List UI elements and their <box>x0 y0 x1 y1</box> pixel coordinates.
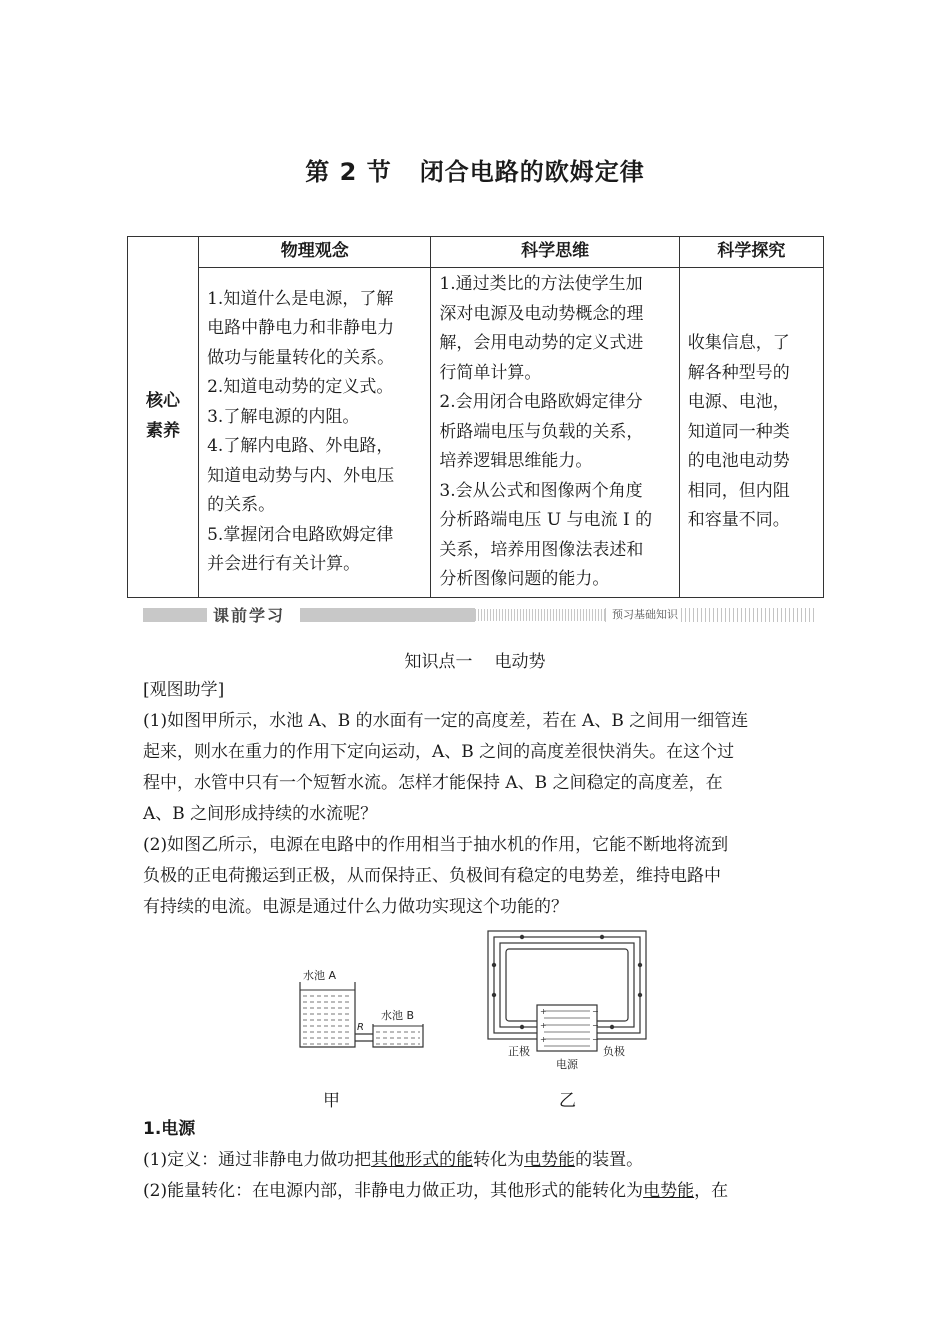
cell-scientific-inquiry: 收集信息，了 解各种型号的 电源、电池， 知道同一种类 的电池电动势 相同，但内阻 和容量不同。 <box>679 268 823 598</box>
svg-text:+: + <box>540 1035 547 1044</box>
section-heading: 1.电源 <box>143 1119 196 1139</box>
figure-water-pools <box>295 962 435 1054</box>
label-positive-pole: 正极 <box>508 1045 530 1058</box>
core-literacy-table <box>127 236 824 598</box>
knowledge-point-heading: 知识点一 电动势 <box>404 652 546 672</box>
svg-text:−: − <box>592 1007 599 1016</box>
section-number: 第 2 节 <box>305 158 392 186</box>
label-pipe-r: R <box>357 1022 364 1033</box>
table-header-row <box>128 237 824 268</box>
page-title <box>0 152 950 187</box>
caption-figure-b: 乙 <box>559 1091 576 1111</box>
section-power-source <box>143 1114 815 1207</box>
label-negative-pole: 负极 <box>603 1045 625 1058</box>
header-scientific-thinking: 科学思维 <box>431 237 679 268</box>
svg-text:+: + <box>540 1021 547 1030</box>
energy-conversion-line: (2)能量转化：在电源内部，非静电力做正功，其他形式的能转化为电势能，在 <box>143 1181 729 1201</box>
svg-text:−: − <box>592 1021 599 1030</box>
banner-bar-fade <box>475 609 605 621</box>
banner-label: 课前学习 <box>213 606 286 625</box>
definition-line: (1)定义：通过非静电力做功把其他形式的能转化为电势能的装置。 <box>143 1150 644 1170</box>
cell-physics-concept: 1.知道什么是电源，了解 电路中静电力和非静电力 做功与能量转化的关系。 2.知道电动势的定义式。 3.了解电源的内阻。 4.了解内电路、外电路， 知道电动势与内、外电压 的关系。 5.掌握闭合电路欧姆定律 并会进行有关计算。 <box>199 268 431 598</box>
figure-power-source <box>482 925 652 1073</box>
cell-scientific-thinking: 1.通过类比的方法使学生加 深对电源及电动势概念的理 解，会用电动势的定义式进 行简单计算。 2.会用闭合电路欧姆定律分 析路端电压与负载的关系， 培养逻辑思维能力。 3.会从公式和图像两个角度 分析路端电压 U 与电流 I 的 关系，培养用图像法表述和 分析图像问题的能力。 <box>431 268 679 598</box>
guide-section: [观图助学] (1)如图甲所示，水池 A、B 的水面有一定的高度差，若在 A、B 之间用一细管连 起来，则水在重力的作用下定向运动，A、B 之间的高度差很快消失。在这个过 程中，水管中只有一个短暂水流。怎样才能保持 A、B 之间稳定的高度差，在 A、B 之间形成持续的水流呢？ (2)如图乙所示，电源在电路中的作用相当于抽水机的作用，它能不断地将流到 负极的正电荷搬运到正极，从而保持正、负极间有稳定的电势差，维持电路中 有持续的电流。电源是通过什么力做功实现这个功能的？ <box>143 675 815 923</box>
guide-label: [观图助学] <box>143 680 225 700</box>
caption-figure-a: 甲 <box>323 1091 340 1111</box>
table-body-row <box>128 268 824 598</box>
banner-right-label: 预习基础知识 <box>609 606 681 622</box>
row-head-core-literacy: 核心 素养 <box>128 237 199 598</box>
label-pool-b: 水池 B <box>381 1009 415 1022</box>
label-power-source: 电源 <box>556 1058 578 1071</box>
label-pool-a: 水池 A <box>303 969 337 982</box>
banner-bar-left <box>143 608 207 622</box>
header-physics-concept: 物理观念 <box>199 237 431 268</box>
banner-bar-middle <box>300 608 475 622</box>
svg-text:−: − <box>592 1035 599 1044</box>
svg-text:+: + <box>540 1007 547 1016</box>
section-name: 闭合电路的欧姆定律 <box>419 158 645 186</box>
header-scientific-inquiry: 科学探究 <box>679 237 823 268</box>
section-banner <box>143 604 814 626</box>
